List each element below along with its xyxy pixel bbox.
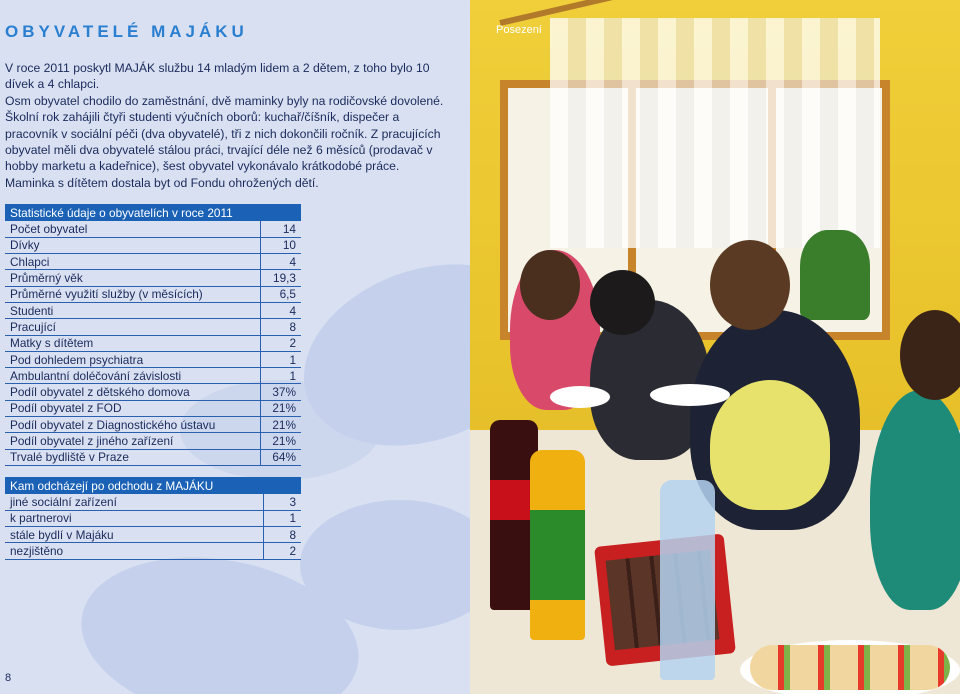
row-label: Podíl obyvatel z jiného zařízení [5,433,261,449]
row-value: 21% [261,417,301,433]
person-head [710,240,790,330]
row-value: 4 [261,254,301,270]
left-column [0,0,470,694]
photo [470,0,960,694]
row-label: Matky s dítětem [5,335,261,351]
table-row [5,527,301,543]
bottle-label [530,510,585,600]
statistics-rows [5,221,301,465]
row-value: 6,5 [261,286,301,302]
table-row [5,221,301,237]
section-heading: OBYVATELÉ MAJÁKU [5,22,248,41]
row-value: 1 [263,510,301,526]
person-head [590,270,655,335]
row-value: 2 [261,335,301,351]
canapes [750,645,950,690]
person-shirt [710,380,830,510]
row-value: 14 [261,221,301,237]
table-row [5,351,301,367]
statistics-table-header: Statistické údaje o obyvatelích v roce 2011 [5,204,301,221]
row-value: 19,3 [261,270,301,286]
table-row [5,319,301,335]
table-row [5,417,301,433]
row-label: Trvalé bydliště v Praze [5,449,261,465]
curtain [550,18,880,248]
table-row [5,384,301,400]
row-label: Podíl obyvatel z Diagnostického ústavu [5,417,261,433]
page-number: 8 [5,672,12,684]
table-row [5,237,301,253]
intro-paragraph: Osm obyvatel chodilo do zaměstnání, dvě maminky byly na rodičovské dovolené. Školní rok zahájili čtyři studenti výučních oborů: kuchař/číšník, dispečer a pracovník v sociální péči (dva obyvatelé), tři z nich dokončili ročník. Z pracujících obyvatel měli dva obyvatelé stálou práci, trvající déle než 6 měsíců (prodavač v hobby marketu a kadeřnice), šest obyvatel vykonávalo krátkodobé práce. Maminka s dítětem dostala byt od Fondu ohrožených dětí. [5,93,444,190]
photo-caption: Posezení [496,24,542,36]
row-label: Dívky [5,237,261,253]
row-label: Průměrné využití služby (v měsících) [5,286,261,302]
plate [650,384,730,406]
row-label: Studenti [5,302,261,318]
person [870,390,960,610]
table-row [5,449,301,465]
departure-rows [5,494,301,559]
row-value: 37% [261,384,301,400]
row-label: stále bydlí v Majáku [5,527,263,543]
row-label: Chlapci [5,254,261,270]
row-label: Pracující [5,319,261,335]
table-row [5,433,301,449]
row-label: k partnerovi [5,510,263,526]
table-row [5,510,301,526]
row-value: 21% [261,433,301,449]
row-value: 10 [261,237,301,253]
plant [800,230,870,320]
row-label: nezjištěno [5,543,263,559]
departure-table-header: Kam odcházejí po odchodu z MAJÁKU [5,477,301,494]
row-value: 21% [261,400,301,416]
table-row [5,335,301,351]
table-row [5,368,301,384]
table-row [5,254,301,270]
row-label: Počet obyvatel [5,221,261,237]
table-row [5,286,301,302]
table-row [5,543,301,559]
row-label: jiné sociální zařízení [5,494,263,510]
intro-paragraph: V roce 2011 poskytl MAJÁK službu 14 mladým lidem a 2 dětem, z toho bylo 10 dívek a 4 chlapci. [5,61,430,92]
row-label: Podíl obyvatel z FOD [5,400,261,416]
intro-text [5,60,445,191]
row-value: 2 [263,543,301,559]
row-label: Ambulantní doléčování závislosti [5,368,261,384]
plate [550,386,610,408]
row-value: 3 [263,494,301,510]
row-value: 1 [261,368,301,384]
person-head [520,250,580,320]
row-label: Průměrný věk [5,270,261,286]
row-value: 8 [261,319,301,335]
row-label: Podíl obyvatel z dětského domova [5,384,261,400]
table-row [5,494,301,510]
row-label: Pod dohledem psychiatra [5,351,261,367]
row-value: 1 [261,351,301,367]
table-row [5,400,301,416]
row-value: 4 [261,302,301,318]
water-bottle [660,480,715,680]
statistics-table [5,204,301,466]
table-row [5,270,301,286]
row-value: 64% [261,449,301,465]
row-value: 8 [263,527,301,543]
table-row [5,302,301,318]
departure-table [5,477,301,560]
